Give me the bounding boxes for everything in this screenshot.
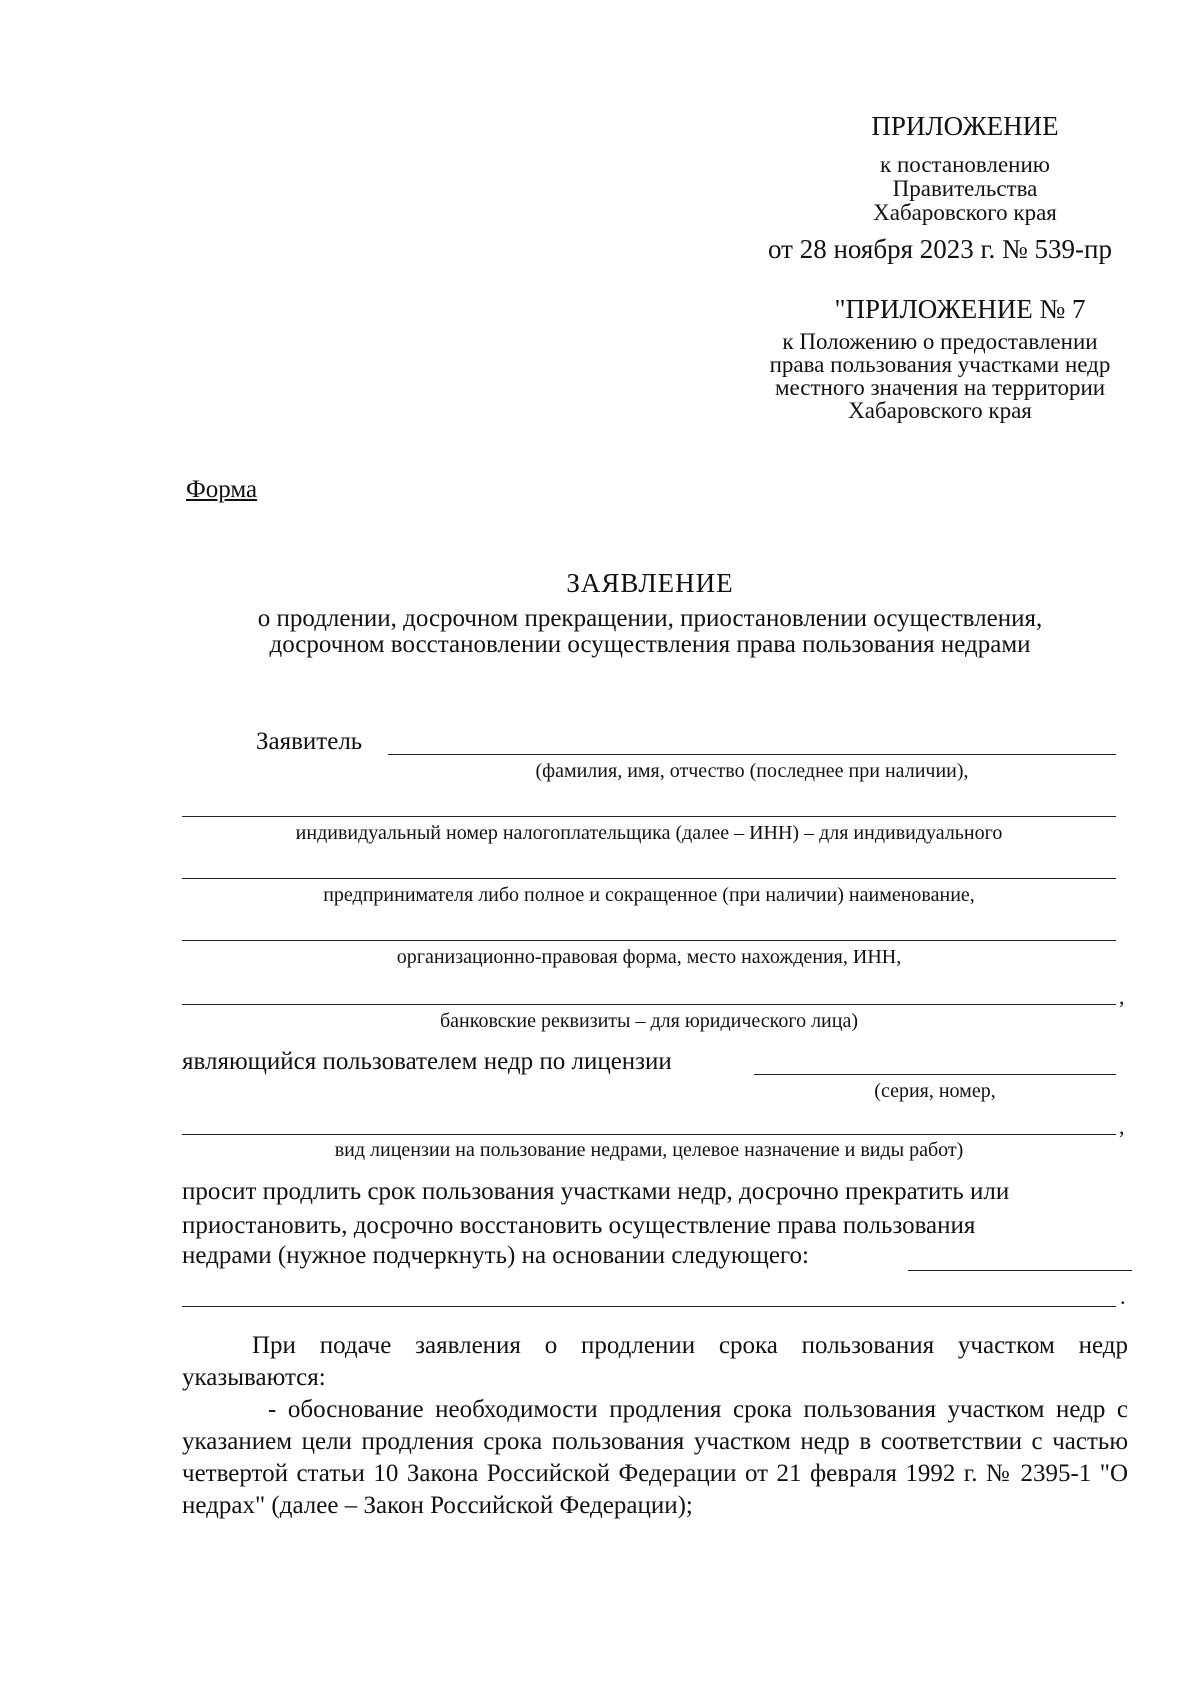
form-label: Форма: [186, 476, 258, 503]
document-title: ЗАЯВЛЕНИЕ: [566, 568, 734, 598]
applicant-label: Заявитель: [256, 728, 363, 755]
applicant-hint-5: банковские реквизиты – для юридического лица): [440, 1010, 858, 1032]
applicant-field-4[interactable]: [182, 940, 1116, 941]
resolution-line-1: к постановлению: [880, 152, 1050, 177]
license-label: являющийся пользователем недр по лицензии: [182, 1048, 672, 1075]
request-line-1: просит продлить срок пользования участками недр, досрочно прекратить или: [182, 1178, 1010, 1205]
appendix-title: ПРИЛОЖЕНИЕ: [871, 111, 1059, 141]
request-line-2: приостановить, досрочно восстановить осуществление права пользования: [182, 1212, 976, 1239]
resolution-date: от 28 ноября 2023 г. № 539-пр: [768, 234, 1112, 264]
regulation-line-3: местного значения на территории: [774, 375, 1106, 400]
notes-item-1: - обоснование необходимости продления срока пользования участком недр с указанием цели продления срока пользования участком недр в соответствии с частью четвертой статьи 10 Закона Российской Федерации от 21 февраля 1992 г. № 2395-1 "О недрах" (далее – Закон Российской Федерации);: [182, 1396, 1128, 1519]
document-subtitle-2: досрочном восстановлении осуществления права пользования недрами: [269, 631, 1031, 658]
notes-intro: При подаче заявления о продлении срока пользования участком недр указываются:: [182, 1332, 1128, 1391]
license-type-field[interactable]: [182, 1134, 1116, 1135]
license-comma: ,: [1119, 1114, 1125, 1139]
license-hint-1: (серия, номер,: [874, 1080, 996, 1102]
applicant-field-5[interactable]: [182, 1004, 1116, 1005]
resolution-line-3: Хабаровского края: [873, 200, 1057, 225]
license-series-field[interactable]: [754, 1074, 1116, 1075]
resolution-line-2: Правительства: [892, 176, 1038, 201]
applicant-comma: ,: [1119, 984, 1125, 1009]
regulation-line-4: Хабаровского края: [848, 398, 1032, 423]
regulation-line-2: права пользования участками недр: [769, 352, 1111, 377]
request-basis-field[interactable]: [908, 1270, 1132, 1271]
document-subtitle-1: о продлении, досрочном прекращении, приостановлении осуществления,: [257, 605, 1043, 632]
applicant-field-2[interactable]: [182, 816, 1116, 817]
applicant-name-field[interactable]: [388, 754, 1116, 755]
request-basis-field-2[interactable]: [182, 1306, 1116, 1307]
applicant-hint-2: индивидуальный номер налогоплательщика (далее – ИНН) – для индивидуального: [295, 822, 1003, 844]
regulation-line-1: к Положению о предоставлении: [782, 329, 1098, 354]
appendix7-title: "ПРИЛОЖЕНИЕ № 7: [834, 294, 1086, 324]
applicant-field-3[interactable]: [182, 878, 1116, 879]
applicant-hint-3: предпринимателя либо полное и сокращенное (при наличии) наименование,: [323, 884, 975, 906]
request-line-3: недрами (нужное подчеркнуть) на основании следующего:: [182, 1242, 810, 1269]
license-hint-2: вид лицензии на пользование недрами, целевое назначение и виды работ): [334, 1139, 964, 1161]
applicant-hint-1: (фамилия, имя, отчество (последнее при наличии),: [535, 760, 969, 782]
applicant-hint-4: организационно-правовая форма, место нахождения, ИНН,: [396, 946, 902, 968]
request-period: .: [1120, 1284, 1126, 1309]
